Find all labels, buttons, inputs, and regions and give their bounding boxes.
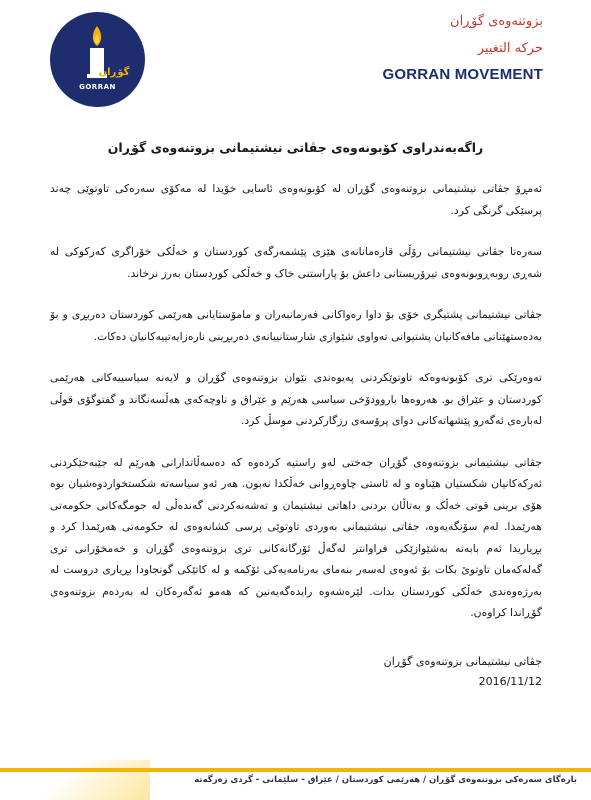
logo-english-text: GORRAN xyxy=(79,83,116,91)
logo-kurdish-text: گۆڕان xyxy=(98,67,130,78)
paragraph: تەوەرێکی تری کۆبونەوەکە تاوتوێکردنی پەیوەندی نێوان بزوتنەوەی گۆڕان و لایەنە سیاسییەکانی هەرێمی کوردستان و عێراق بو. هەروەها باروودۆخی سیاسی هەرێم و عێراق و ناوچەکەی هەڵسەنگاند و گفتوگۆی قوڵی لەبارەی ئەگەرو پێشهاتەکانی دوای پرۆسەی رزگارکردنی موسڵ کرد. xyxy=(50,371,542,427)
document-title: راگەیەندراوی کۆبونەوەی جڤاتی نیشتیمانی بزوتنەوەی گۆڕان xyxy=(107,140,484,155)
paragraph: جڤاتی نیشتیمانی پشتیگری خۆی بۆ داوا رەواکانی فەرمانبەران و مامۆستایانی هەرێمی کوردستان دەربڕی و بۆ بەدەستهێنانی مافەکانیان پشتیوانی تەواوی شێوازی شارستانییانەی دەربڕینی نارەزایەتییەکانیان دەکات. xyxy=(50,308,542,343)
paragraph: سەرەتا جڤاتی نیشتیمانی رۆڵی قارەمانانەی هێزی پێشمەرگەی کوردستان و خەڵکی خۆراگری کەرکوکی لە شەڕی روبەڕوبونەوەی تیرۆریستانی داعش بۆ پاراستنی خاک و خەڵکی کوردستان بەرز نرخاند. xyxy=(50,245,542,280)
brand-name-english: GORRAN MOVEMENT xyxy=(382,66,543,83)
paragraph: ئەمڕۆ جڤاتی نیشتیمانی بزوتنەوەی گۆڕان لە کۆبونەوەی ئاسایی خۆیدا لە مەکۆی سەرەکی تاوتوێی چەند پرسێکی گرنگی کرد. xyxy=(50,182,542,217)
signature-name: جڤاتی نیشتیمانی بزوتنەوەی گۆڕان xyxy=(383,655,542,668)
gorran-logo xyxy=(50,12,145,107)
paragraph: جڤاتی نیشتیمانی بزوتنەوەی گۆڕان جەختی لەو راستیە کردەوە کە دەسەڵاتدارانی هەرێم لە جێبەجێکردنی ئەرکەکانیان شکستیان هێناوە و لە ئاستی چاوەڕوانی خەڵکدا نەبون. هەر ئەو سیاسەتە شکستخواردوەشیان بوە هۆی برینی قوتی خەڵک و بەتاڵان بردنی داهاتی نیشتیمان و تەشەنەکردنی گەندەڵی لە جومگەکانی حکومەتی هەرێمدا. لەم سۆنگەیەوە، جڤاتی نیشتیمانی بەوردی تاوتوێی پرسی کشانەوەی لە حکومەتی هەرێمدا کرد و بڕیاریدا ئەم بابەتە بەشێوازێکی فراوانتر لەگەڵ ئۆرگانەکانی تری بزوتنەوەی گۆڕان و خەمخۆرانی تری گەلەکەمان تاوتوێ بکات بۆ ئەوەی لەسەر بنەمای بەرنامەیەکی ئۆکمە و لە کاتێکی گونجاودا بڕیاری دروست لە بەرژەوەندی خەڵکی کوردستان بدات. لێرەشەوە رایدەگەیەنین کە هەمو ئەگەرەکان لە بەردەم بزوتنەوەی گۆڕاندا کراوەن. xyxy=(50,455,542,619)
signature-block xyxy=(384,652,542,692)
footer-address: بارەگای سەرەکی بزوتنەوەی گۆڕان / هەرێمی کوردستان / عێراق - سلێمانی - گردی زەرگەتە xyxy=(194,775,577,785)
footer-decoration xyxy=(0,760,150,800)
brand-name-arabic: حركه التغيير xyxy=(477,41,543,56)
footer-bar xyxy=(0,768,591,772)
signature-date: 2016/11/12 xyxy=(478,675,542,688)
brand-block xyxy=(383,14,544,83)
document-body xyxy=(50,178,542,644)
letterhead xyxy=(0,0,591,115)
candle-icon xyxy=(50,12,145,107)
brand-name-kurdish: بزوتنەوەی گۆڕان xyxy=(450,14,543,29)
